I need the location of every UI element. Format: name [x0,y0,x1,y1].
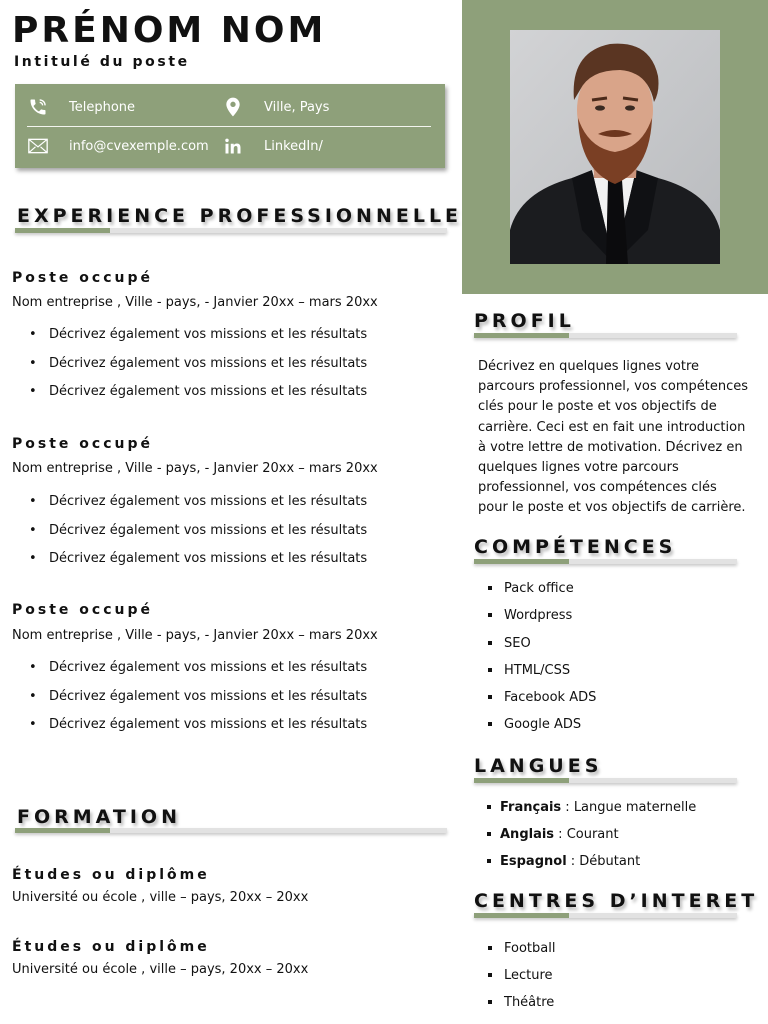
skills-title: COMPÉTENCES [474,536,677,558]
phone-icon [27,97,49,117]
job-bullets-2 [12,493,367,579]
list-item [478,853,696,880]
list-item: • Décrivez également vos missions et les résultats [12,383,367,412]
list-item: • Décrivez également vos missions et les résultats [12,355,367,384]
linkedin-icon [222,136,244,156]
language-level: : Langue maternelle [561,800,697,815]
contact-linkedin-text[interactable]: LinkedIn/ [264,138,323,154]
languages-title-bar [474,778,737,783]
contact-location [222,97,329,117]
skills-list [479,580,596,744]
list-item: • Décrivez également vos missions et les résultats [12,716,367,745]
list-item: Lecture [479,967,555,994]
list-item: Théâtre [479,994,555,1021]
list-item: SEO [479,635,596,662]
interests-title-bar [474,913,737,918]
interests-title: CENTRES D’INTERET [474,890,759,912]
education-degree-2: Études ou diplôme [12,939,210,955]
list-item: Football [479,940,555,967]
job-position-1: Poste occupé [12,270,153,286]
list-item: • Décrivez également vos missions et les résultats [12,550,367,579]
language-name: Espagnol [500,853,567,869]
profile-title: PROFIL [474,310,575,332]
languages-list [478,799,696,879]
job-position-3: Poste occupé [12,602,153,618]
candidate-name: PRÉNOM NOM [12,10,327,51]
list-item: • Décrivez également vos missions et les résultats [12,522,367,551]
language-name: Anglais [500,826,555,842]
education-meta-1: Université ou école , ville – pays, 20xx – 20xx [12,890,309,905]
contact-box [15,84,445,168]
contact-email[interactable] [27,136,209,156]
contact-email-text[interactable]: info@cvexemple.com [69,138,209,154]
education-title-bar [15,828,447,833]
experience-title-bar [15,228,447,233]
list-item: Pack office [479,580,596,607]
list-item: • Décrivez également vos missions et les résultats [12,326,367,355]
profile-photo [510,30,720,264]
skills-title-bar [474,559,737,564]
contact-linkedin[interactable] [222,136,323,156]
profile-title-bar [474,333,737,338]
list-item: Wordpress [479,607,596,634]
map-pin-icon [222,97,244,117]
job-meta-1: Nom entreprise , Ville - pays, - Janvier 20xx – mars 20xx [12,295,378,310]
job-bullets-1 [12,326,367,412]
envelope-icon [27,136,49,156]
job-bullets-3 [12,659,367,745]
list-item: Google ADS [479,716,596,743]
interests-list [479,940,555,1022]
list-item: • Décrivez également vos missions et les résultats [12,659,367,688]
list-item: Facebook ADS [479,689,596,716]
contact-divider [27,126,431,127]
education-degree-1: Études ou diplôme [12,867,210,883]
contact-location-text: Ville, Pays [264,99,330,115]
education-meta-2: Université ou école , ville – pays, 20xx – 20xx [12,962,309,977]
list-item [478,799,696,826]
profile-text: Décrivez en quelques lignes votre parcours professionnel, vos compétences clés pour le poste et vos objectifs de carrière. Ceci est en fait une introduction à votre lettre de motivation. Décrivez en quelques lignes votre parcours professionnel, vos compétences clés pour le poste et vos objectifs de carrière. [478,359,748,516]
contact-phone-text: Telephone [69,99,136,115]
job-title: Intitulé du poste [14,54,190,70]
list-item: HTML/CSS [479,662,596,689]
education-title: FORMATION [17,806,181,828]
languages-title: LANGUES [474,755,603,777]
job-meta-2: Nom entreprise , Ville - pays, - Janvier 20xx – mars 20xx [12,461,378,476]
list-item: • Décrivez également vos missions et les résultats [12,688,367,717]
language-level: : Débutant [566,853,641,869]
list-item: • Décrivez également vos missions et les résultats [12,493,367,522]
language-level: : Courant [554,826,619,842]
experience-title: EXPERIENCE PROFESSIONNELLE [17,205,463,227]
list-item [478,826,696,853]
language-name: Français [500,800,562,815]
job-meta-3: Nom entreprise , Ville - pays, - Janvier 20xx – mars 20xx [12,628,378,643]
job-position-2: Poste occupé [12,436,153,452]
contact-phone [27,97,135,117]
